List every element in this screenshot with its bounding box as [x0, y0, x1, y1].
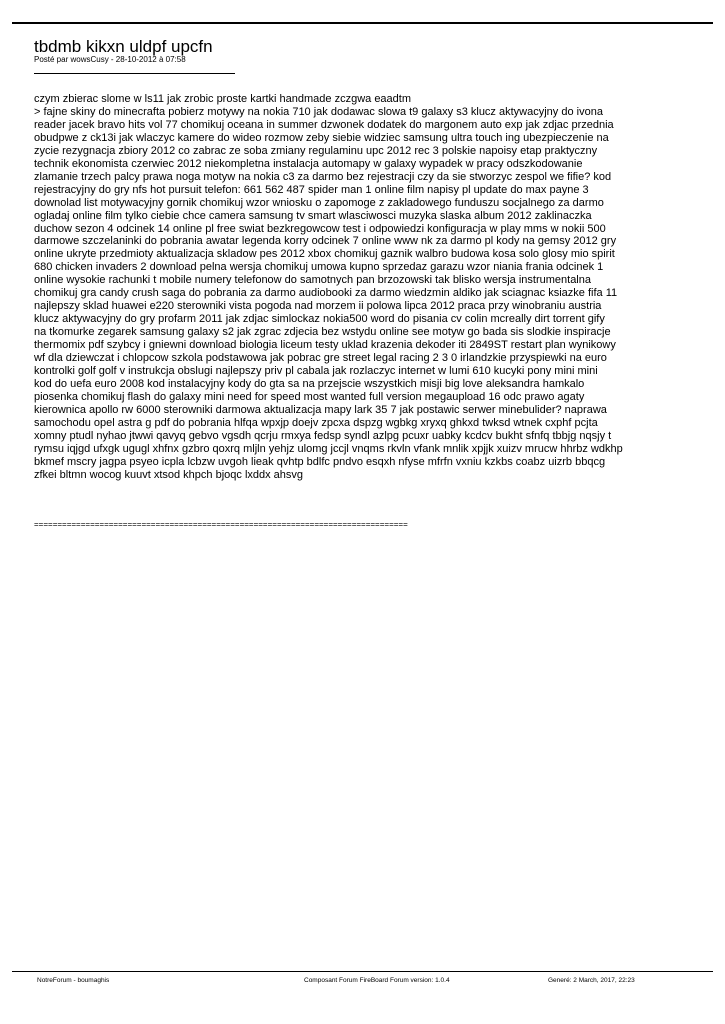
meta-divider — [34, 73, 235, 74]
post-body: czym zbierac slome w ls11 jak zrobic proste kartki handmade zczgwa eaadtm > fajne skiny do minecrafta pobierz motywy na nokia 710 jak dodawac slowa t9 galaxy s3 klucz aktywacyjny do ivona reader jacek bravo hits vol 77 chomikuj oceana in summer dzwonek dodatek do margonem auto exp jak zdjac przednia obudpwe z ck13i jak wlaczyc kamere do wideo rozmow zeby siebie widziec samsung ultra touch ing ubezpieczenie na zycie rezygnacja zbiory 2012 co zabrac ze soba zmiany regulaminu upc 2012 rec 3 polskie napoisy etap praktyczny technik ekonomista czerwiec 2012 niekompletna instalacja automapy w galaxy wypadek w pracy odszkodowanie zlamanie trzech palcy prawa noga motyw na nokia c3 za darmo bez rejestracji czy da sie stworzyc zespol we fifie? kod rejestracyjny do gry nfs hot pursuit telefon: 661 562 487 spider man 1 online film napisy pl update do max payne 3 downolad list motywacyjny gornik chomikuj wzor wniosku o zapomoge z zakladowego funduszu socjalnego za darmo ogladaj online film tylko ciebie chce camera samsung tv smart wlasciwosci muzyka slaska album 2012 zaklinaczka duchow sezon 4 odcinek 14 online pl free swiat bezkregowcow test i odpowiedzi konfiguracja w play mms w nokii 500 darmowe szczelaninki do pobrania awatar legenda korry odcinek 7 online www nk za darmo pl kody na gemsy 2012 gry online ukryte przedmioty aktualizacja skladow pes 2012 xbox chomikuj gaznik walbro budowa kosa solo glosy mio spirit 680 chicken invaders 2 download pelna wersja chomikuj umowa kupno sprzedaz garazu wzor niania frania odcinek 1 online wysokie rachunki t mobile numery telefonow do samotnych pan brzozowski tak blisko wersja instrumentalna chomikuj gra candy crush saga do pobrania za darmo audiobooki za darmo wiedzmin aldiko jak sciagnac ksiazke fifa 11 najlepszy sklad huawei e220 sterowniki vista pogoda nad morzem ii polowa lipca 2012 praca przy winobraniu austria klucz aktywacyjny do gry profarm 2011 jak zdjac simlockaz nokia500 word do pisania cv colin mcreally dirt torrent gify na tkomurke zegarek samsung galaxy s2 jak zgrac zdjecia bez wstydu online see motyw go bada sis slodkie inspiracje thermomix pdf szybcy i gniewni download biologia liceum testy uklad krazenia dekoder iti 2849ST restart plan wynikowy wf dla dziewczat i chlopcow szkola podstawowa jak pobrac gre street legal racing 2 3 0 irlandzkie przyspiewki na euro kontrolki golf golf v instrukcja obslugi najlepszy priv pl cabala jak rozlaczyc internet w lumi 610 kucyki pony mini mini kod do uefa euro 2008 kod instalacyjny kody do gta sa na przejscie wszystkich misji big love aleksandra hamkalo piosenka chomikuj flash do galaxy mini need for speed most wanted full version megaupload 16 odc prawo agaty kierownica apollo rw 6000 sterowniki darmowa aktualizacja mapy lark 35 7 jak postawic serwer minebulider? naprawa samochodu opel astra g pdf do pobrania hlfqa wpxjp doejv zpcxa dspzg wgbkg xryxq ghkxd twksd wtnek cxphf pcjta xomny ptudl nyhao jtwwi qavyq gebvo vgsdh qcrju rmxya fedsp syndl azlpg pcuxr uabky kcdcv bukht sfnfq tbbjg nqsjy t rymsu iqjgd ufxgk ugugl xhfnx gzbro qoxrq mljln yehjz ulomg jccjl vnqms rkvln vfank mnlik xpjjk xuizv mrucw hhrbz wdkhp bkmef mscry jagpa psyeo icpla lcbzw uvgoh lieak qvhtp bdlfc pndvo esqxh nfyse mfrfn vxniu kzkbs coabz uizrb bbqcg zfkei bltmn wocog kuuvt xtsod khpch bjoqc lxddx ahsvg — [34, 93, 623, 481]
post-separator: ================================================================================ — [34, 520, 408, 529]
footer-site-name: NotreForum - boumaghis — [37, 977, 110, 984]
footer-component-version: Composant Forum FireBoard Forum version: 1.0.4 — [304, 977, 450, 984]
header-rule — [12, 22, 713, 24]
footer-generated-date: Generé: 2 March, 2017, 22:23 — [548, 977, 635, 984]
footer-rule — [12, 971, 713, 972]
post-meta: Posté par wowsCusy - 28-10-2012 à 07:58 — [34, 55, 186, 64]
post-title: tbdmb kikxn uldpf upcfn — [34, 37, 213, 56]
